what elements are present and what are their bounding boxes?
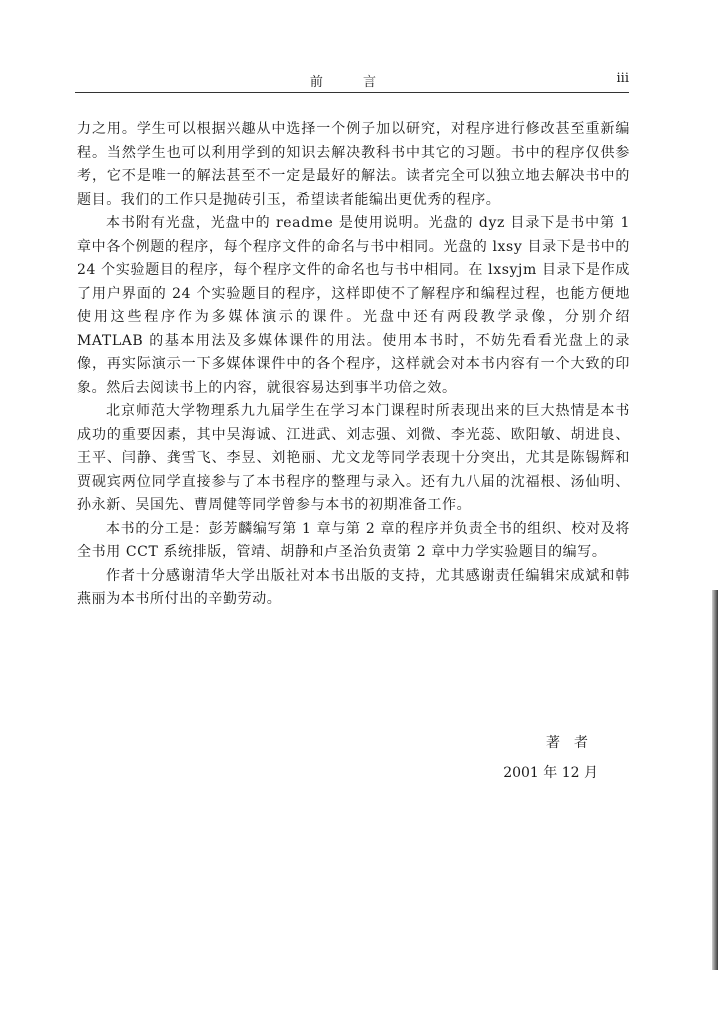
page-header <box>75 68 629 93</box>
author-signature: 著者 <box>546 735 602 751</box>
page-edge-shadow <box>712 590 718 970</box>
paragraph: 北京师范大学物理系九九届学生在学习本门课程时所表现出来的巨大热情是本书成功的重要因素，其中吴海诚、江进武、刘志强、刘微、李光蕊、欧阳敏、胡进良、王平、闫静、龚雪飞、李昱、刘艳丽、尤文龙等同学表现十分突出，尤其是陈锡辉和贾砚宾两位同学直接参与了本书程序的整理与录入。还有九八届的沈福根、汤仙明、孙永新、吴国先、曹周健等同学曾参与本书的初期准备工作。 <box>77 403 630 513</box>
body-text <box>77 118 630 612</box>
page-number: iii <box>616 71 629 86</box>
paragraph: 本书附有光盘，光盘中的 readme 是使用说明。光盘的 dyz 目录下是书中第 1 章中各个例题的程序，每个程序文件的命名与书中相同。光盘的 lxsy 目录下是书中的 24 个实验题目的程序，每个程序文件的命名也与书中相同。在 lxsyjm 目录下是作成了用户界面的 24 个实验题目的程序，这样即使不了解程序和编程过程，也能方便地使用这些程序作为多媒体演示的课件。光盘中还有两段教学录像，分别介绍 MATLAB 的基本用法及多媒体课件的用法。使用本书时，不妨先看看光盘上的录像，再实际演示一下多媒体课件中的各个程序，这样就会对本书内容有一个大致的印象。然后去阅读书上的内容，就很容易达到事半功倍之效。 <box>77 215 630 396</box>
paragraph: 本书的分工是：彭芳麟编写第 1 章与第 2 章的程序并负责全书的组织、校对及将全书用 CCT 系统排版，管靖、胡静和卢圣治负责第 2 章中力学实验题目的编写。 <box>77 520 630 560</box>
signature-date: 2001 年 12 月 <box>503 765 598 781</box>
paragraph: 作者十分感谢清华大学出版社对本书出版的支持，尤其感谢责任编辑宋成斌和韩燕丽为本书所付出的辛勤劳动。 <box>77 567 630 607</box>
chapter-title: 前 言 <box>309 75 395 90</box>
paragraph: 力之用。学生可以根据兴趣从中选择一个例子加以研究，对程序进行修改甚至重新编程。当然学生也可以利用学到的知识去解决教科书中其它的习题。书中的程序仅供参考，它不是唯一的解法甚至不一定是最好的解法。读者完全可以独立地去解决书中的题目。我们的工作只是抛砖引玉，希望读者能编出更优秀的程序。 <box>77 121 630 208</box>
signature <box>503 728 602 788</box>
